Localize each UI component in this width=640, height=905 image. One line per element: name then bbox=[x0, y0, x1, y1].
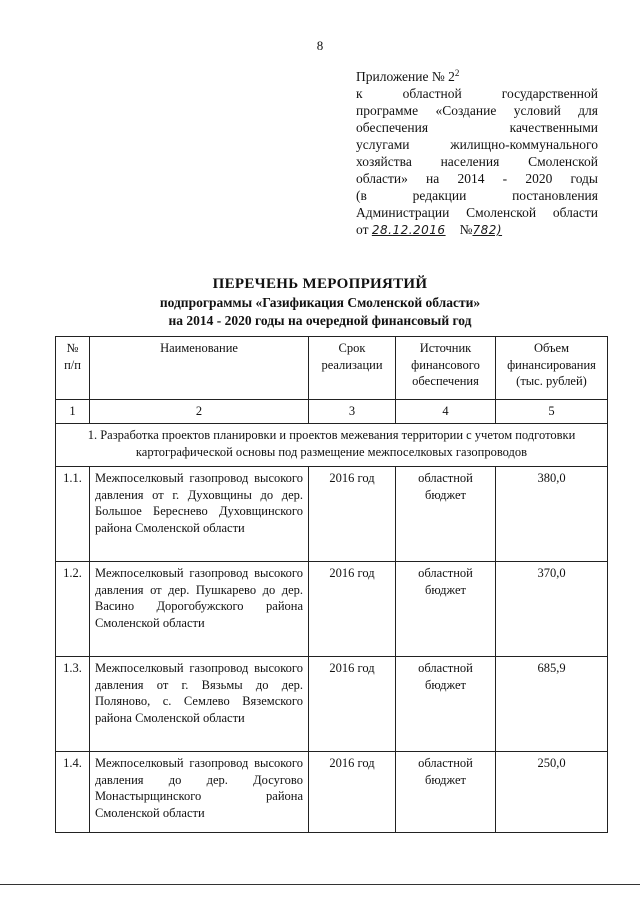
column-index: 1 bbox=[56, 400, 90, 424]
row-num: 1.2. bbox=[56, 562, 90, 657]
row-source: областной бюджет bbox=[396, 562, 496, 657]
appendix-line: услугами жилищно-коммунального bbox=[356, 137, 598, 152]
appendix-date-line bbox=[356, 221, 598, 239]
row-term: 2016 год bbox=[309, 752, 396, 833]
appendix-line: к областной государственной bbox=[356, 86, 598, 101]
row-term: 2016 год bbox=[309, 562, 396, 657]
section-row bbox=[56, 424, 608, 467]
row-amount: 380,0 bbox=[496, 467, 608, 562]
appendix-title-main: Приложение № 2 bbox=[356, 69, 455, 84]
row-name: Межпоселковый газопровод высокого давления от г. Вязьмы до дер. Поляново, с. Семлево Вяземского района Смоленской области bbox=[90, 657, 309, 752]
appendix-line: области» на 2014 - 2020 годы bbox=[356, 171, 598, 186]
section-title: 1. Разработка проектов планировки и проектов межевания территории с учетом подготовки картографической основы под размещение межпоселковых газопроводов bbox=[56, 424, 608, 467]
column-index-row bbox=[56, 400, 608, 424]
title-line-3: на 2014 - 2020 годы на очередной финансовый год bbox=[168, 313, 472, 328]
column-index: 2 bbox=[90, 400, 309, 424]
document-title bbox=[0, 274, 640, 330]
row-source: областной бюджет bbox=[396, 752, 496, 833]
appendix-line: Администрации Смоленской области bbox=[356, 205, 598, 220]
appendix-line: (в редакции постановления bbox=[356, 188, 598, 203]
row-source: областной бюджет bbox=[396, 467, 496, 562]
column-index: 5 bbox=[496, 400, 608, 424]
handwritten-date: 28.12.2016 bbox=[371, 223, 446, 237]
row-num: 1.4. bbox=[56, 752, 90, 833]
row-num: 1.1. bbox=[56, 467, 90, 562]
title-line-1: ПЕРЕЧЕНЬ МЕРОПРИЯТИЙ bbox=[212, 276, 428, 292]
row-amount: 685,9 bbox=[496, 657, 608, 752]
table-row bbox=[56, 657, 608, 752]
events-table bbox=[55, 336, 608, 833]
number-prefix: № bbox=[459, 222, 473, 237]
appendix-title-sup: 2 bbox=[454, 68, 460, 78]
header-name: Наименование bbox=[90, 337, 309, 400]
header-amount: Объем финансирования (тыс. рублей) bbox=[496, 337, 608, 400]
row-num: 1.3. bbox=[56, 657, 90, 752]
row-name: Межпоселковый газопровод высокого давления до дер. Досугово Монастырщинского района Смоленской области bbox=[90, 752, 309, 833]
column-index: 3 bbox=[309, 400, 396, 424]
row-amount: 370,0 bbox=[496, 562, 608, 657]
table-row bbox=[56, 752, 608, 833]
column-index: 4 bbox=[396, 400, 496, 424]
row-amount: 250,0 bbox=[496, 752, 608, 833]
row-name: Межпоселковый газопровод высокого давления от дер. Пушкарево до дер. Васино Дорогобужского района Смоленской области bbox=[90, 562, 309, 657]
appendix-line: программе «Создание условий для bbox=[356, 103, 598, 118]
title-line-2: подпрограммы «Газификация Смоленской области» bbox=[159, 295, 481, 310]
date-prefix: от bbox=[356, 222, 369, 237]
appendix-block bbox=[356, 68, 598, 239]
table-header-row bbox=[56, 337, 608, 400]
table-row bbox=[56, 562, 608, 657]
page-number: 8 bbox=[316, 38, 324, 53]
appendix-line: хозяйства населения Смоленской bbox=[356, 154, 598, 169]
handwritten-number: 782) bbox=[472, 223, 503, 237]
row-term: 2016 год bbox=[309, 467, 396, 562]
appendix-line: обеспечения качественными bbox=[356, 120, 598, 135]
row-term: 2016 год bbox=[309, 657, 396, 752]
header-term: Срок реализации bbox=[309, 337, 396, 400]
footer-divider bbox=[0, 884, 640, 885]
row-name: Межпоселковый газопровод высокого давления от г. Духовщины до дер. Большое Береснево Духовщинского района Смоленской области bbox=[90, 467, 309, 562]
row-source: областной бюджет bbox=[396, 657, 496, 752]
header-num: № п/п bbox=[56, 337, 90, 400]
appendix-title bbox=[356, 68, 598, 85]
header-source: Источник финансового обеспечения bbox=[396, 337, 496, 400]
table-row bbox=[56, 467, 608, 562]
